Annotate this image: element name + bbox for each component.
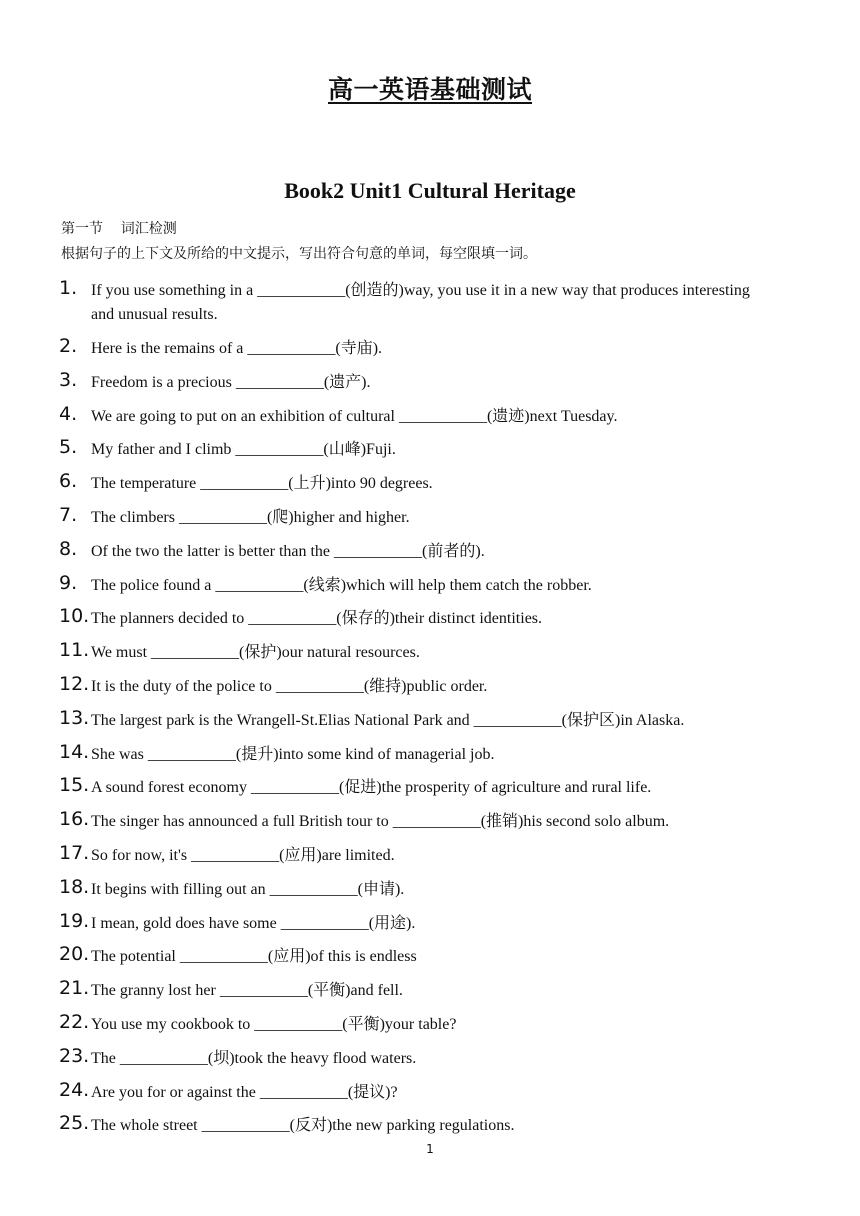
question-item (0, 504, 860, 538)
unit-subtitle: Book2 Unit1 Cultural Heritage (284, 178, 576, 203)
question-number: 4. (59, 402, 78, 425)
question-item (0, 572, 860, 606)
question-text: The planners decided to ___________(保存的)their distinct identities. (91, 610, 543, 628)
question-item (0, 673, 860, 707)
question-text: Of the two the latter is better than the ___________(前者的). (91, 542, 485, 560)
question-number: 2. (59, 335, 78, 357)
question-text: The temperature ___________(上升)into 90 degrees. (91, 475, 433, 493)
question-number: 5. (59, 436, 78, 459)
question-text: A sound forest economy ___________(促进)the prosperity of agriculture and rural life. (91, 779, 652, 797)
question-item (0, 403, 860, 437)
question-item (0, 538, 860, 572)
question-number: 13. (59, 706, 90, 729)
question-text: The climbers ___________(爬)higher and higher. (91, 508, 410, 526)
question-text: If you use something in a ___________(创造的)way, you use it in a new way that produces interesting and unusual results. (91, 282, 750, 323)
question-number: 23. (59, 1044, 90, 1067)
question-item (0, 1011, 860, 1045)
question-text: Here is the remains of a ___________(寺庙). (91, 340, 383, 357)
question-text: We are going to put on an exhibition of cultural ___________(遗迹)next Tuesday. (91, 407, 618, 425)
question-item (0, 707, 860, 741)
question-item (0, 741, 860, 775)
question-text: She was ___________(提升)into some kind of managerial job. (91, 745, 495, 763)
question-text: It is the duty of the police to ___________(维持)public order. (91, 677, 488, 695)
question-item (0, 876, 860, 910)
question-text: We must ___________(保护)our natural resources. (91, 644, 420, 662)
document-title: 高一英语基础测试 (327, 75, 532, 104)
question-number: 10. (59, 605, 90, 628)
question-number: 6. (59, 470, 78, 493)
question-list (0, 277, 860, 1146)
question-number: 8. (59, 537, 78, 560)
question-item (0, 369, 860, 403)
question-item (0, 774, 860, 808)
question-text: My father and I climb ___________(山峰)Fuji. (91, 441, 396, 459)
question-item (0, 808, 860, 842)
question-text: The singer has announced a full British tour to ___________(推销)his second solo album. (91, 813, 670, 831)
page-number: 1 (426, 1142, 434, 1156)
question-text: The largest park is the Wrangell-St.Elias National Park and ___________(保护区)in Alaska. (91, 711, 685, 729)
question-text: The whole street ___________(反对)the new parking regulations. (91, 1117, 515, 1135)
question-item (0, 277, 860, 335)
question-text: Are you for or against the ___________(提议)? (91, 1083, 398, 1101)
question-text: It begins with filling out an ___________(申请). (91, 880, 405, 898)
question-text: The ___________(坝)took the heavy flood waters. (91, 1049, 417, 1067)
question-number: 24. (59, 1078, 90, 1101)
question-number: 1. (59, 277, 78, 299)
section-heading: 第一节 词汇检测 (61, 221, 177, 237)
question-item (0, 842, 860, 876)
question-item (0, 639, 860, 673)
question-number: 11. (59, 639, 90, 662)
question-number: 21. (59, 977, 90, 1000)
question-number: 20. (59, 943, 90, 966)
question-number: 14. (59, 740, 90, 763)
question-number: 12. (59, 672, 90, 695)
question-item (0, 335, 860, 369)
question-number: 22. (59, 1010, 90, 1033)
question-number: 7. (59, 503, 78, 526)
question-number: 17. (59, 841, 90, 864)
question-item (0, 977, 860, 1011)
question-text: You use my cookbook to ___________(平衡)your table? (91, 1015, 457, 1033)
question-number: 9. (59, 571, 78, 594)
question-number: 18. (59, 875, 90, 898)
question-text: Freedom is a precious ___________(遗产). (91, 373, 371, 391)
instruction-text: 根据句子的上下文及所给的中文提示，写出符合句意的单词，每空限填一词。 (61, 246, 537, 262)
question-item (0, 1079, 860, 1113)
question-number: 25. (59, 1112, 90, 1135)
question-item (0, 436, 860, 470)
question-text: The potential ___________(应用)of this is endless (91, 948, 417, 966)
question-item (0, 943, 860, 977)
question-text: So for now, it's ___________(应用)are limited. (91, 846, 395, 864)
question-item (0, 910, 860, 944)
question-text: The police found a ___________(线索)which will help them catch the robber. (91, 576, 592, 594)
question-item (0, 470, 860, 504)
question-number: 15. (59, 774, 90, 797)
question-number: 3. (59, 368, 78, 391)
question-item (0, 605, 860, 639)
question-text: I mean, gold does have some ___________(用途). (91, 914, 416, 932)
question-text: The granny lost her ___________(平衡)and fell. (91, 982, 403, 1000)
question-number: 19. (59, 909, 90, 932)
question-item (0, 1045, 860, 1079)
question-number: 16. (59, 808, 90, 831)
